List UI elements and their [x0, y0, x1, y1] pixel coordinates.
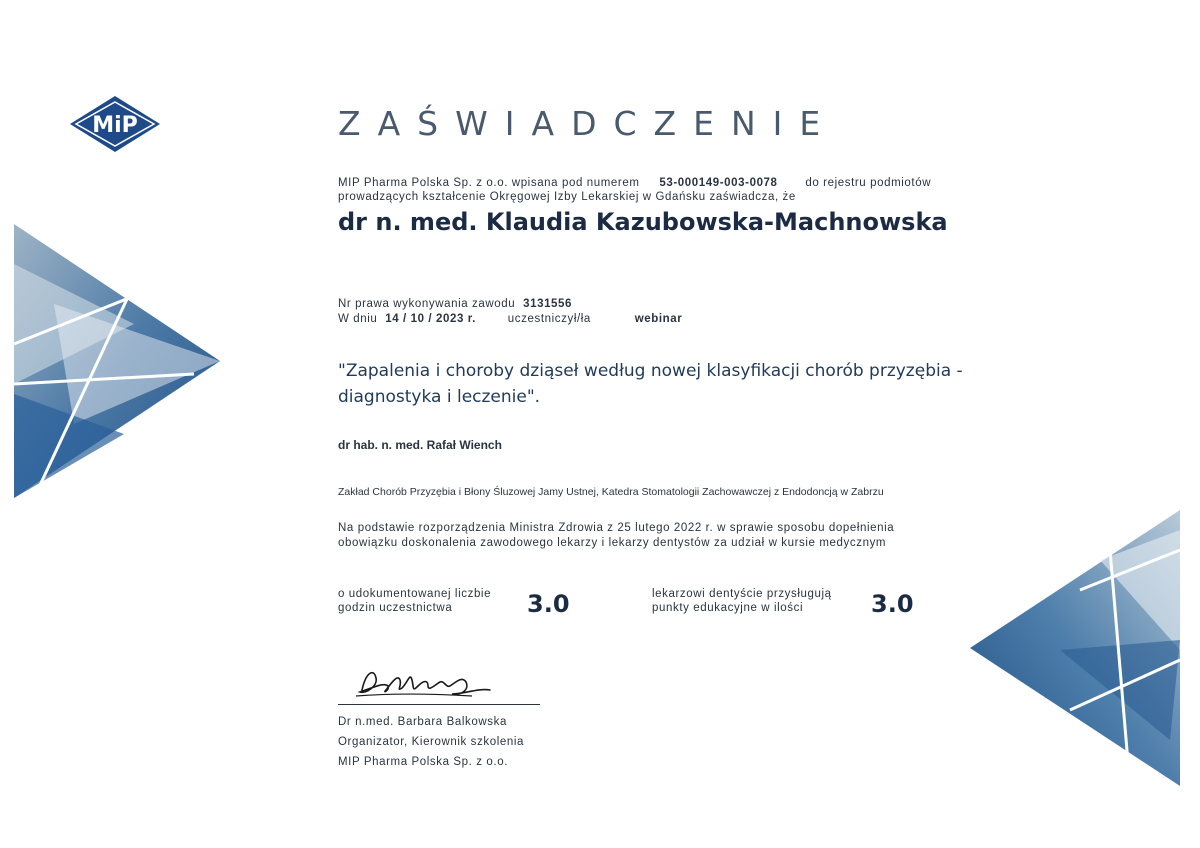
- points-label-line-2: punkty edukacyjne w ilości: [652, 602, 804, 614]
- participated-label: uczestniczył/ła: [507, 313, 591, 325]
- issuer-text-b: do rejestru podmiotów: [805, 177, 932, 189]
- lecturer-name: dr hab. n. med. Rafał Wiench: [338, 438, 502, 452]
- date-line: [338, 313, 682, 325]
- course-format: webinar: [634, 313, 683, 325]
- license-line: [338, 298, 572, 310]
- lab-photo-triangle: [970, 510, 1180, 786]
- course-title: "Zapalenia i choroby dziąseł według nowej klasyfikacji chorób przyzębia - diagnostyka i leczenie".: [338, 361, 963, 407]
- issuer-text-a: MIP Pharma Polska Sp. z o.o. wpisana pod numerem: [338, 177, 640, 189]
- registry-number: 53-000149-003-0078: [659, 177, 778, 189]
- recipient-name: dr n. med. Klaudia Kazubowska-Machnowska: [338, 208, 948, 236]
- department: Zakład Chorób Przyzębia i Błony Śluzowej Jamy Ustnej, Katedra Stomatologii Zachowawczej z Endodoncją w Zabrzu: [338, 486, 884, 498]
- hours-label-line-1: o udokumentowanej liczbie: [338, 588, 492, 600]
- signer-role: Organizator, Kierownik szkolenia: [338, 736, 525, 748]
- legal-basis-line-2: obowiązku doskonalenia zawodowego lekarzy i lekarzy dentystów za udział w kursie medycznym: [338, 537, 887, 549]
- date-label: W dniu: [338, 313, 378, 325]
- hours-value: 3.0: [527, 590, 570, 618]
- issuer-line-2: prowadzących kształcenie Okręgowej Izby Lekarskiej w Gdańsku zaświadcza, że: [338, 191, 796, 203]
- hours-label-line-2: godzin uczestnictwa: [338, 602, 453, 614]
- license-label: Nr prawa wykonywania zawodu: [338, 298, 516, 310]
- points-value: 3.0: [871, 590, 914, 618]
- mip-logo: [70, 96, 160, 152]
- handwritten-signature: [352, 660, 502, 702]
- dental-photo-triangle: [14, 224, 220, 498]
- legal-basis-line-1: Na podstawie rozporządzenia Ministra Zdrowia z 25 lutego 2022 r. w sprawie sposobu dopełnienia: [338, 522, 895, 534]
- issuer-line-1: [338, 177, 931, 189]
- points-label-line-1: lekarzowi dentyście przysługują: [652, 588, 832, 600]
- svg-text:MiP: MiP: [92, 113, 138, 138]
- signer-name: Dr n.med. Barbara Balkowska: [338, 716, 507, 728]
- signature-line: [338, 704, 540, 705]
- date-value: 14 / 10 / 2023 r.: [385, 313, 476, 325]
- license-number: 3131556: [523, 298, 573, 310]
- signer-company: MIP Pharma Polska Sp. z o.o.: [338, 756, 508, 768]
- certificate-title: ZAŚWIADCZENIE: [338, 104, 838, 143]
